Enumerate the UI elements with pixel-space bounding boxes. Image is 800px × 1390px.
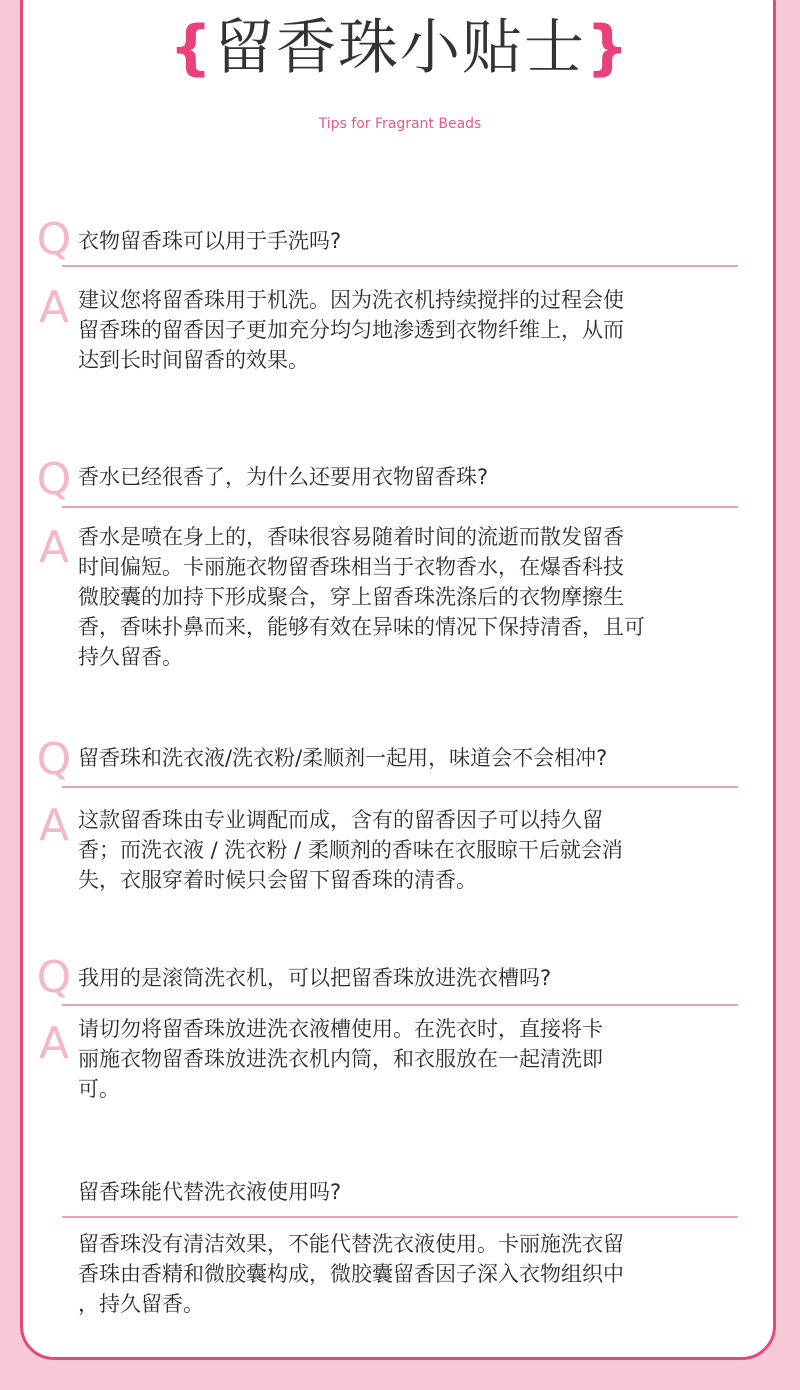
answer-marker-icon: A xyxy=(38,282,70,333)
page-title xyxy=(0,8,800,88)
question-text: 留香珠和洗衣液/洗衣粉/柔顺剂一起用，味道会不会相冲? xyxy=(78,746,608,770)
answer-line: ，持久留香。 xyxy=(78,1292,204,1316)
answer-line: 香，香味扑鼻而来，能够有效在异味的情况下保持清香，且可 xyxy=(78,615,645,639)
answer-line: 时间偏短。卡丽施衣物留香珠相当于衣物香水，在爆香科技 xyxy=(78,555,624,579)
answer-line: 香珠由香精和微胶囊构成，微胶囊留香因子深入衣物组织中 xyxy=(78,1262,624,1286)
question-marker-icon: Q xyxy=(36,454,72,505)
answer-line: 香水是喷在身上的，香味很容易随着时间的流逝而散发留香 xyxy=(78,525,624,549)
answer-line: 建议您将留香珠用于机洗。因为洗衣机持续搅拌的过程会使 xyxy=(78,288,624,312)
right-brace: } xyxy=(586,13,631,83)
answer-marker-icon: A xyxy=(38,522,70,573)
answer-marker-icon: A xyxy=(38,800,70,851)
question-text: 香水已经很香了，为什么还要用衣物留香珠? xyxy=(78,465,489,489)
title-text: 留香珠小贴士 xyxy=(214,13,586,83)
answer-line: 香；而洗衣液 / 洗衣粉 / 柔顺剂的香味在衣服晾干后就会消 xyxy=(78,838,623,862)
page-subtitle: Tips for Fragrant Beads xyxy=(318,116,482,132)
question-text: 我用的是滚筒洗衣机，可以把留香珠放进洗衣槽吗? xyxy=(78,966,552,990)
divider xyxy=(62,786,738,788)
answer-line: 请切勿将留香珠放进洗衣液槽使用。在洗衣时，直接将卡 xyxy=(78,1017,603,1041)
answer-line: 丽施衣物留香珠放进洗衣机内筒，和衣服放在一起清洗即 xyxy=(78,1047,603,1071)
answer-text xyxy=(78,1229,738,1319)
answer-line: 这款留香珠由专业调配而成，含有的留香因子可以持久留 xyxy=(78,808,603,832)
answer-line: 持久留香。 xyxy=(78,645,183,669)
answer-text xyxy=(78,285,738,375)
question-marker-icon: Q xyxy=(36,952,72,1003)
question-text: 衣物留香珠可以用于手洗吗? xyxy=(78,229,342,253)
answer-line: 达到长时间留香的效果。 xyxy=(78,348,309,372)
answer-text xyxy=(78,805,738,895)
answer-line: 失，衣服穿着时候只会留下留香珠的清香。 xyxy=(78,868,477,892)
divider xyxy=(62,265,738,267)
divider xyxy=(62,1216,738,1218)
question-text: 留香珠能代替洗衣液使用吗? xyxy=(78,1180,342,1204)
question-marker-icon: Q xyxy=(36,734,72,785)
answer-line: 可。 xyxy=(78,1077,120,1101)
answer-line: 微胶囊的加持下形成聚合，穿上留香珠洗涤后的衣物摩擦生 xyxy=(78,585,624,609)
tips-card xyxy=(20,0,776,1360)
answer-marker-icon: A xyxy=(38,1018,70,1069)
question-marker-icon: Q xyxy=(36,214,72,265)
left-brace: { xyxy=(169,13,214,83)
answer-line: 留香珠的留香因子更加充分均匀地渗透到衣物纤维上，从而 xyxy=(78,318,624,342)
answer-text xyxy=(78,522,738,672)
answer-line: 留香珠没有清洁效果，不能代替洗衣液使用。卡丽施洗衣留 xyxy=(78,1232,624,1256)
divider xyxy=(62,1004,738,1006)
answer-text xyxy=(78,1014,738,1104)
divider xyxy=(62,506,738,508)
